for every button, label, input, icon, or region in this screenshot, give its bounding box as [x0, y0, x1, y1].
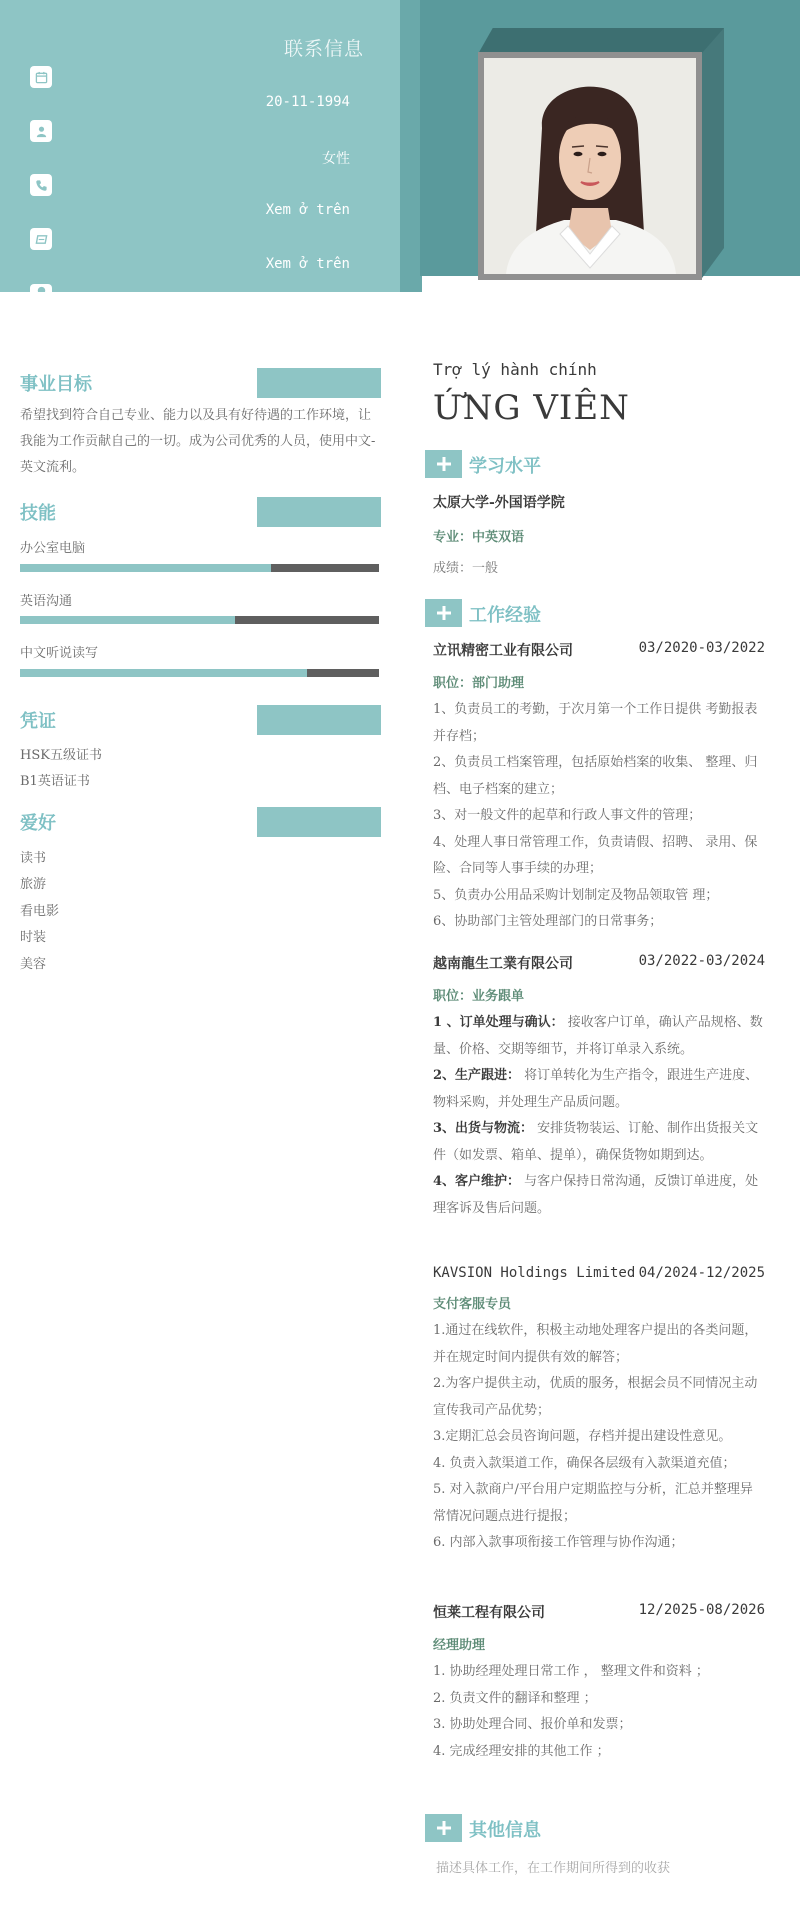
hobby-item: 时装: [20, 930, 47, 945]
plus-icon: [425, 1814, 462, 1842]
job-duty: 1.通过在线软件，积极主动地处理客户提出的各类问题，并在规定时间内提供有效的解答；: [433, 1323, 758, 1365]
section-accent-bar: [257, 705, 381, 735]
job-role: 支付客服专员: [433, 1297, 512, 1312]
candidate-name: ỨNG VIÊN: [433, 388, 630, 428]
birthdate-value: 20-11-1994: [265, 94, 350, 110]
skill-label: 英语沟通: [20, 594, 73, 609]
location-icon: [30, 284, 52, 292]
header-divider: [400, 0, 422, 292]
job-date: 03/2020-03/2022: [638, 640, 765, 656]
job-duty: 1、负责员工的考勤，于次月第一个工作日提供 考勤报表并存档；: [433, 702, 758, 744]
duty-heading: 1 、订单处理与确认：: [433, 1015, 564, 1030]
job-duty: [433, 1063, 765, 1116]
gender-value: 女性: [322, 151, 350, 167]
certificates-title: 凭证: [20, 711, 56, 732]
phone-value: Xem ở trên: [265, 202, 350, 218]
photo-frame-top: [478, 28, 724, 54]
job-entry: [433, 1265, 765, 1557]
job-duty: [433, 1169, 765, 1222]
person-icon: [30, 120, 52, 142]
job-description: [433, 697, 765, 936]
job-description: [433, 1010, 765, 1222]
hobby-item: 看电影: [20, 904, 60, 919]
objective-section-header: [20, 368, 380, 398]
company-name: 越南龍生工業有限公司: [433, 956, 573, 972]
skills-title: 技能: [20, 503, 56, 524]
job-duty: 1. 协助经理处理日常工作 ， 整理文件和资料 ；: [433, 1664, 709, 1679]
email-icon: [30, 228, 52, 250]
other-info-placeholder: 描述具体工作，在工作期间所得到的收获: [436, 1861, 671, 1876]
education-grade: 成绩：一般: [433, 561, 499, 576]
company-name: 恒莱工程有限公司: [433, 1605, 545, 1621]
certificate-item: HSK五级证书: [20, 748, 102, 763]
job-duty: 3.定期汇总会员咨询问题，存档并提出建设性意见。: [433, 1429, 732, 1444]
hobbies-section-header: [20, 807, 380, 837]
job-duty: 6、协助部门主管处理部门的日常事务；: [433, 914, 663, 929]
job-date: 03/2022-03/2024: [638, 953, 765, 969]
duty-text: 接收客户订单，确认产品规格、数量、价格、交期等细节，并将订单录入系统。: [433, 1015, 763, 1057]
job-duty: 3、对一般文件的起草和行政人事文件的管理；: [433, 808, 702, 823]
plus-icon: [425, 599, 462, 627]
skill-bar: [20, 669, 379, 677]
company-name: KAVSION Holdings Limited: [433, 1265, 636, 1281]
hobby-item: 读书: [20, 851, 47, 866]
job-duty: 3. 协助处理合同、报价单和发票；: [433, 1717, 632, 1732]
job-duty: 4. 完成经理安排的其他工作 ；: [433, 1743, 610, 1759]
education-major: 专业：中英双语: [433, 530, 525, 545]
job-duty: 2、负责员工档案管理，包括原始档案的收集、 整理、归档、电子档案的建立；: [433, 755, 758, 797]
duty-text: 将订单转化为生产指令，跟进生产进度、物料采购，并处理生产品质问题。: [433, 1068, 759, 1110]
skill-label: 办公室电脑: [20, 541, 86, 556]
job-duty: 4、处理人事日常管理工作，负责请假、招聘、 录用、保险、合同等人事手续的办理；: [433, 834, 758, 876]
job-duty: 2.为客户提供主动，优质的服务，根据会员不同情况主动宣传我司产品优势；: [433, 1376, 758, 1418]
job-title-subtitle: Trợ lý hành chính: [433, 360, 597, 379]
skill-bar-fill: [20, 616, 235, 624]
other-info-title: 其他信息: [469, 1820, 541, 1841]
job-role: 经理助理: [433, 1638, 486, 1653]
skill-label: 中文听说读写: [20, 646, 99, 661]
job-role: 职位：业务跟单: [433, 989, 525, 1004]
photo-frame-side: [702, 28, 724, 278]
job-duty: 5、负责办公用品采购计划制定及物品领取管 理；: [433, 887, 719, 903]
company-name: 立讯精密工业有限公司: [433, 643, 573, 659]
job-description: [433, 1659, 765, 1765]
duty-text: 安排货物装运、订舱、制作出货报关文件（如发票、箱单、提单），确保货物如期到达。: [433, 1121, 759, 1163]
school-name: 太原大学-外国语学院: [433, 495, 565, 511]
duty-text: 与客户保持日常沟通，反馈订单进度，处理客诉及售后问题。: [433, 1174, 759, 1216]
job-date: 12/2025-08/2026: [638, 1602, 765, 1618]
hobbies-title: 爱好: [20, 813, 56, 834]
job-date: 04/2024-12/2025: [638, 1265, 765, 1281]
experience-title: 工作经验: [469, 605, 541, 626]
job-duty: 2. 负责文件的翻译和整理 ；: [433, 1690, 597, 1706]
job-duty: 6. 内部入款事项衔接工作管理与协作沟通；: [433, 1535, 684, 1550]
phone-icon: [30, 174, 52, 196]
skills-section-header: [20, 497, 380, 527]
job-duty: 4. 负责入款渠道工作，确保各层级有入款渠道充值；: [433, 1455, 736, 1471]
hobby-item: 旅游: [20, 877, 47, 892]
objective-text: 希望找到符合自己专业、能力以及具有好待遇的工作环境，让我能为工作贡献自己的一切。成为公司优秀的人员，使用中文-英文流利。: [20, 408, 376, 475]
job-description: [433, 1318, 765, 1557]
certificates-section-header: [20, 705, 380, 735]
plus-icon: [425, 450, 462, 478]
education-title: 学习水平: [469, 456, 541, 477]
duty-heading: 4、客户维护：: [433, 1174, 521, 1189]
section-accent-bar: [257, 497, 381, 527]
job-entry: [433, 953, 765, 1222]
duty-heading: 2、生产跟进：: [433, 1068, 521, 1083]
header-corner-decoration: [404, 276, 416, 292]
objective-title: 事业目标: [20, 374, 92, 395]
email-value: Xem ở trên: [265, 256, 350, 272]
section-accent-bar: [257, 368, 381, 398]
contact-title: 联系信息: [283, 38, 364, 60]
skill-bar-fill: [20, 669, 307, 677]
certificate-item: B1英语证书: [20, 774, 90, 789]
job-role: 职位：部门助理: [433, 676, 525, 691]
job-entry: [433, 640, 765, 936]
hobby-item: 美容: [20, 957, 47, 972]
job-duty: [433, 1010, 765, 1063]
job-entry: [433, 1602, 765, 1765]
profile-photo: [484, 58, 696, 274]
calendar-icon: [30, 66, 52, 88]
profile-photo-frame: [478, 52, 702, 280]
section-accent-bar: [257, 807, 381, 837]
job-duty: 5. 对入款商户/平台用户定期监控与分析，汇总并整理异常情况问题点进行提报；: [433, 1482, 753, 1524]
skill-bar-fill: [20, 564, 271, 572]
skill-bar: [20, 564, 379, 572]
skill-bar: [20, 616, 379, 624]
job-duty: [433, 1116, 765, 1169]
duty-heading: 3、出货与物流：: [433, 1121, 534, 1136]
